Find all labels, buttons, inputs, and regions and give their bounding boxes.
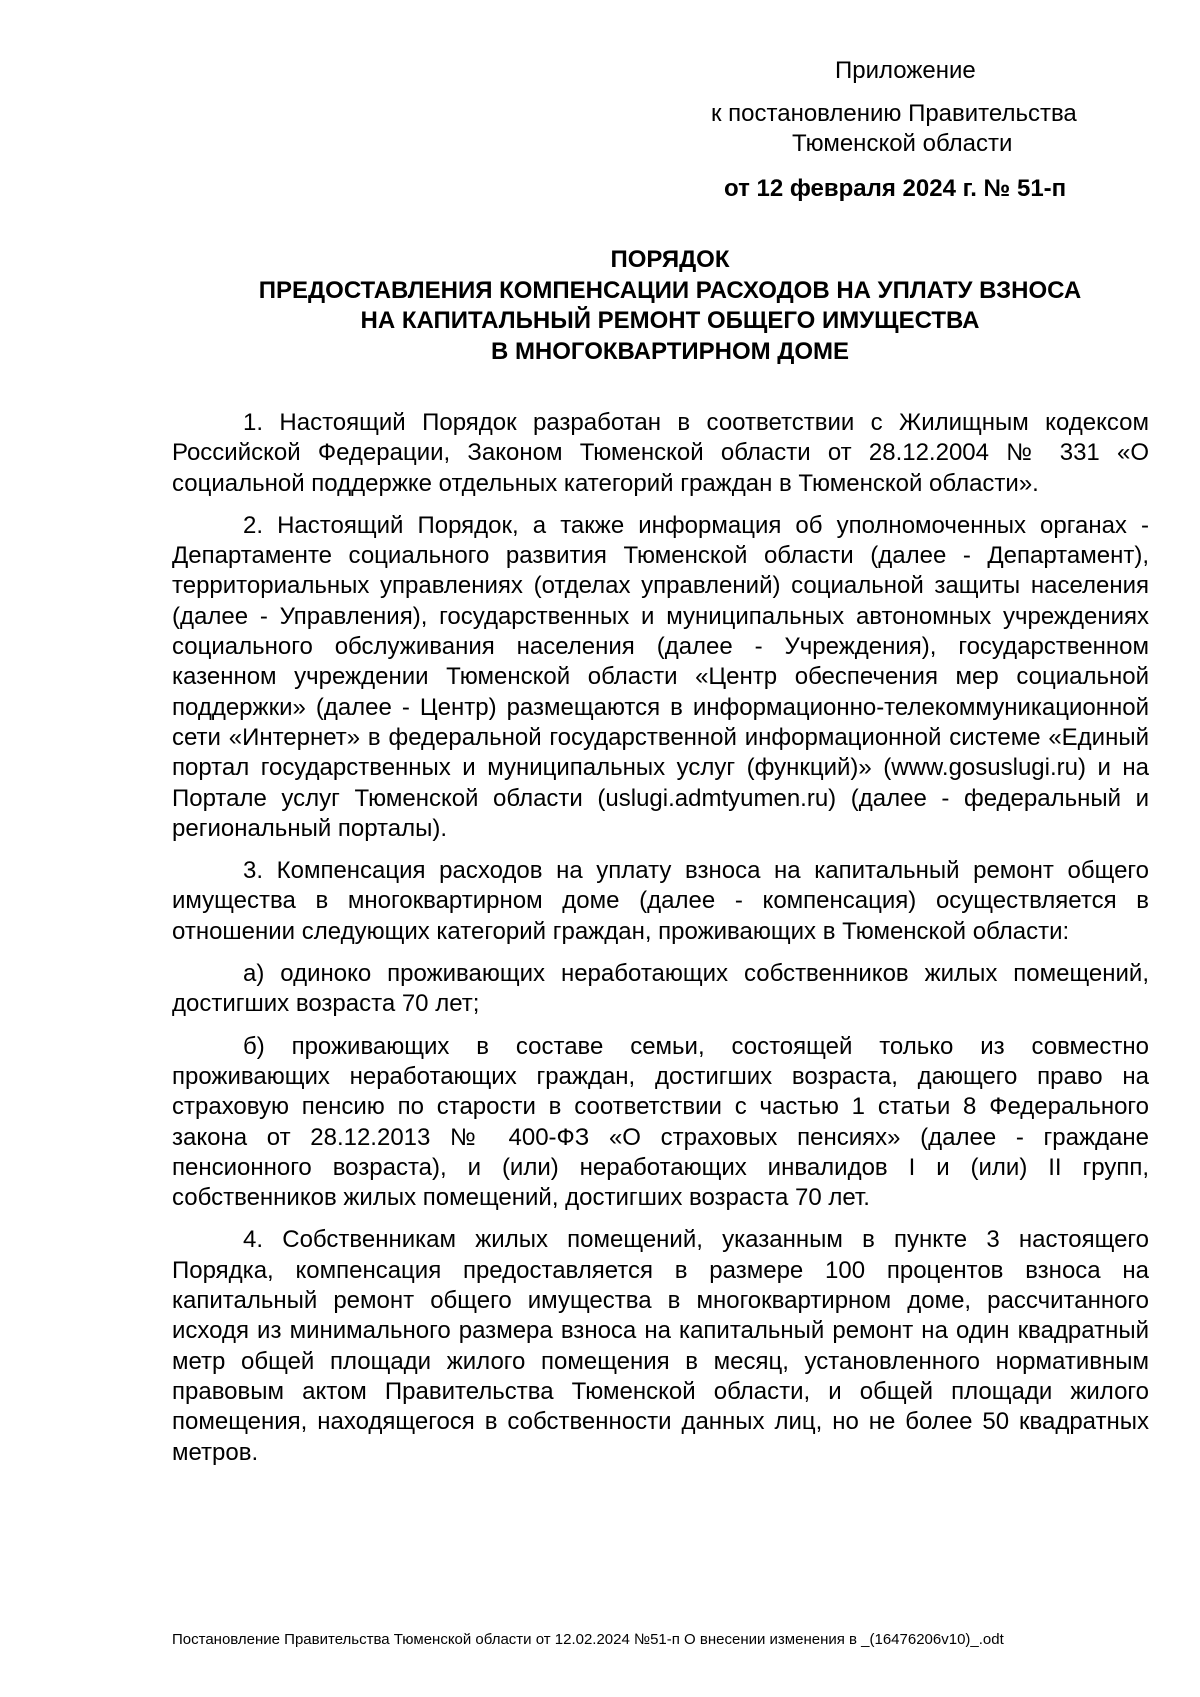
- title-line-2: ПРЕДОСТАВЛЕНИЯ КОМПЕНСАЦИИ РАСХОДОВ НА УПЛАТУ ВЗНОСА: [258, 276, 1082, 304]
- paragraph-3b: б) проживающих в составе семьи, состоящей только из совместно проживающих неработающих граждан, достигших возраста, дающего право на страховую пенсию по старости в соответствии с частью 1 статьи 8 Федерального закона от 28.12.2013 № 400-ФЗ «О страховых пенсиях» (далее - граждане пенсионного возраста), и (или) неработающих инвалидов I и (или) II групп, собственников жилых помещений, достигших возраста 70 лет.: [172, 1032, 1149, 1212]
- paragraph-1: 1. Настоящий Порядок разработан в соответствии с Жилищным кодексом Российской Федерации, Законом Тюменской области от 28.12.2004 № 331 «О социальной поддержке отдельных категорий граждан в Тюменской области».: [172, 409, 1149, 497]
- paragraph-2: 2. Настоящий Порядок, а также информация об уполномоченных органах - Департаменте социального развития Тюменской области (далее - Департамент), территориальных управлениях (отделах управлений) социальной защиты населения (далее - Управления), государственных и муниципальных автономных учреждениях социального обслуживания населения (далее - Учреждения), государственном казенном учреждении Тюменской области «Центр обеспечения мер социальной поддержки» (далее - Центр) размещаются в информационно-телекоммуникационной сети «Интернет» в федеральной государственной информационной системе «Единый портал государственных и муниципальных услуг (функций)» (www.gosuslugi.ru) и на Портале услуг Тюменской области (uslugi.admtyumen.ru) (далее - федеральный и региональный порталы).: [172, 511, 1149, 842]
- appendix-reference-line1: к постановлению Правительства: [711, 100, 1077, 127]
- document-title: [170, 245, 1170, 367]
- title-line-3: НА КАПИТАЛЬНЫЙ РЕМОНТ ОБЩЕГО ИМУЩЕСТВА: [360, 307, 980, 334]
- paragraph-4: 4. Собственникам жилых помещений, указанным в пункте 3 настоящего Порядка, компенсация предоставляется в размере 100 процентов взноса на капитальный ремонт общего имущества в многоквартирном доме, рассчитанного исходя из минимального размера взноса на капитальный ремонт на один квадратный метр общей площади жилого помещения в месяц, установленного нормативным правовым актом Правительства Тюменской области, и общей площади жилого помещения, находящегося в собственности данных лиц, но не более 50 квадратных метров.: [172, 1226, 1149, 1466]
- document-body: [172, 408, 1149, 1480]
- appendix-label: Приложение: [835, 57, 976, 84]
- appendix-reference-line2: Тюменской области: [792, 130, 1013, 157]
- paragraph-3a: а) одиноко проживающих неработающих собственников жилых помещений, достигших возраста 70 лет;: [172, 960, 1149, 1018]
- title-line-1: ПОРЯДОК: [610, 246, 730, 273]
- page-footer: Постановление Правительства Тюменской области от 12.02.2024 №51-п О внесении изменения в _(16476206v10)_.odt: [172, 1631, 1004, 1648]
- appendix-date: от 12 февраля 2024 г. № 51-п: [724, 175, 1067, 202]
- paragraph-3: 3. Компенсация расходов на уплату взноса на капитальный ремонт общего имущества в многоквартирном доме (далее - компенсация) осуществляется в отношении следующих категорий граждан, проживающих в Тюменской области:: [172, 857, 1149, 945]
- title-line-4: В МНОГОКВАРТИРНОМ ДОМЕ: [490, 337, 850, 365]
